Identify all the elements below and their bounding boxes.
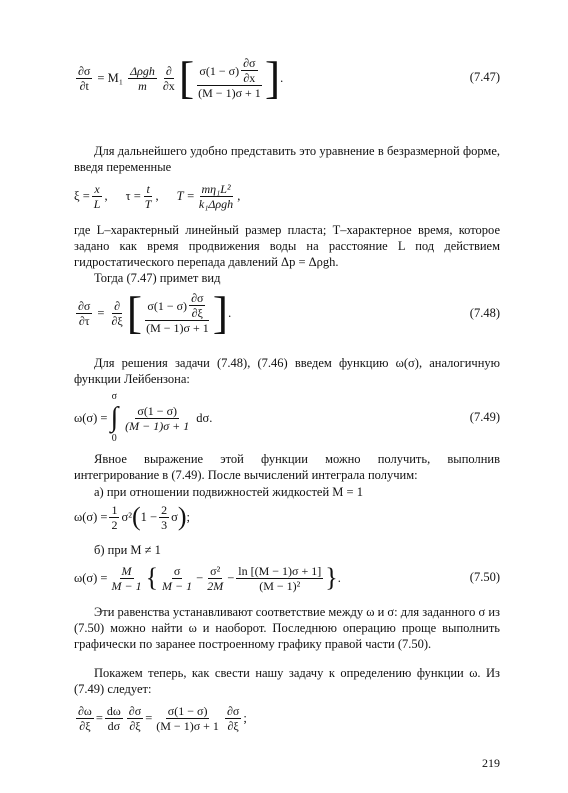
equation-number: (7.50) (469, 570, 500, 584)
equation-a: ω(σ) = $\frac{1}{2}$ σ² ( 1 − $\frac{2}{3}$ σ ) ; (74, 502, 190, 532)
equation-7-49: ω(σ) = σ ∫ 0 $\frac{\sigma(1 - \sigma)}{(M - 1)\sigma + 1}$ dσ. (7.49) (74, 391, 500, 444)
eq-derivative-op: $\frac{\partial}{\partial x}$ (162, 63, 175, 93)
right-bracket: ] (264, 52, 281, 103)
page-number: 219 (482, 756, 500, 770)
equation-7-48: $\frac{\partial\sigma}{\partial\tau}$ = $\frac{\partial}{\partial\xi}$ [ σ(1 − σ) $\frac{\partial\sigma}{\partial\xi}$ (M − 1)σ + 1 ] . (7.48) (78, 287, 500, 338)
equation-7-50: ω(σ) = $\frac{M}{M - 1}$ { $\frac{\sigma}{M - 1}$ − $\frac{\text{σ²}}{2M}$ − $\frac{\ln [(M - 1)\sigma + 1]}{\text{(M − 1)²}}$ } . (7.50) (74, 563, 500, 593)
eq-lhs-fraction: $\frac{\partial\sigma}{\partial t}$ (78, 63, 91, 93)
eq-coefficient: = M₁ (97, 70, 124, 85)
list-item: а) при отношении подвижностей жидкостей M = 1 (94, 485, 363, 499)
equation-number: (7.48) (469, 306, 500, 320)
equation-derivative: $\frac{\partial\omega}{\partial\xi}$ = $\frac{d\omega}{d\sigma}$ $\frac{\partial\sigma}{\partial\xi}$ = $\frac{\sigma(1 - \sigma)}{(M - 1)\sigma + 1}$ $\frac{\partial\sigma}{\partial\xi}$ ; (78, 703, 247, 733)
paragraph: где L–характерный линейный размер пласта; T–характерное время, которое задано как время продвижения воды на расстояние L под действием гидростатического перепада давлений Δp = Δρgh. (74, 223, 500, 269)
variables-definition: ξ = $\frac{x}{L}$ , τ = $\frac{t}{T}$ , T = $\frac{\text{mη₁L²}}{\text{k₁Δρgh}}$ , (74, 181, 241, 211)
paragraph: Явное выражение этой функции можно получить, выполнив интегрирование в (7.49). После вычислений интеграла получим: (74, 452, 500, 482)
eq-inner-fraction: σ(1 − σ) $\frac{\partial\sigma}{\partial x}$ (M − 1)σ + 1 (198, 56, 261, 100)
equation-number: (7.49) (469, 410, 500, 424)
left-bracket: [ (126, 287, 143, 338)
right-bracket: ] (212, 287, 229, 338)
paragraph: Покажем теперь, как свести нашу задачу к определению функции ω. Из (7.49) следует: (74, 666, 500, 696)
equation-7-47: $\frac{\partial\sigma}{\partial t}$ = M₁ $\frac{\text{Δρgh}}{m}$ $\frac{\partial}{\partial x}$ [ σ(1 − σ) $\frac{\partial\sigma}{\partial x}$ (M − 1)σ + 1 ] . (7.47) (78, 52, 500, 103)
left-bracket: [ (178, 52, 195, 103)
list-item: б) при M ≠ 1 (94, 543, 161, 557)
paragraph: Эти равенства устанавливают соответствие между ω и σ: для заданного σ из (7.50) можно найти ω и наоборот. Последнюю операцию проще выполнить графически по заранее построенному графику правой части (7.50). (74, 605, 500, 651)
paragraph: Для дальнейшего удобно представить это уравнение в безразмерной форме, введя переменные (74, 144, 500, 174)
equation-number: (7.47) (469, 70, 500, 84)
eq-coef-fraction: $\frac{\text{Δρgh}}{m}$ (130, 63, 155, 93)
paragraph: Тогда (7.47) примет вид (94, 271, 221, 285)
paragraph: Для решения задачи (7.48), (7.46) введем функцию ω(σ), аналогичную функции Лейбензона: (74, 356, 500, 386)
